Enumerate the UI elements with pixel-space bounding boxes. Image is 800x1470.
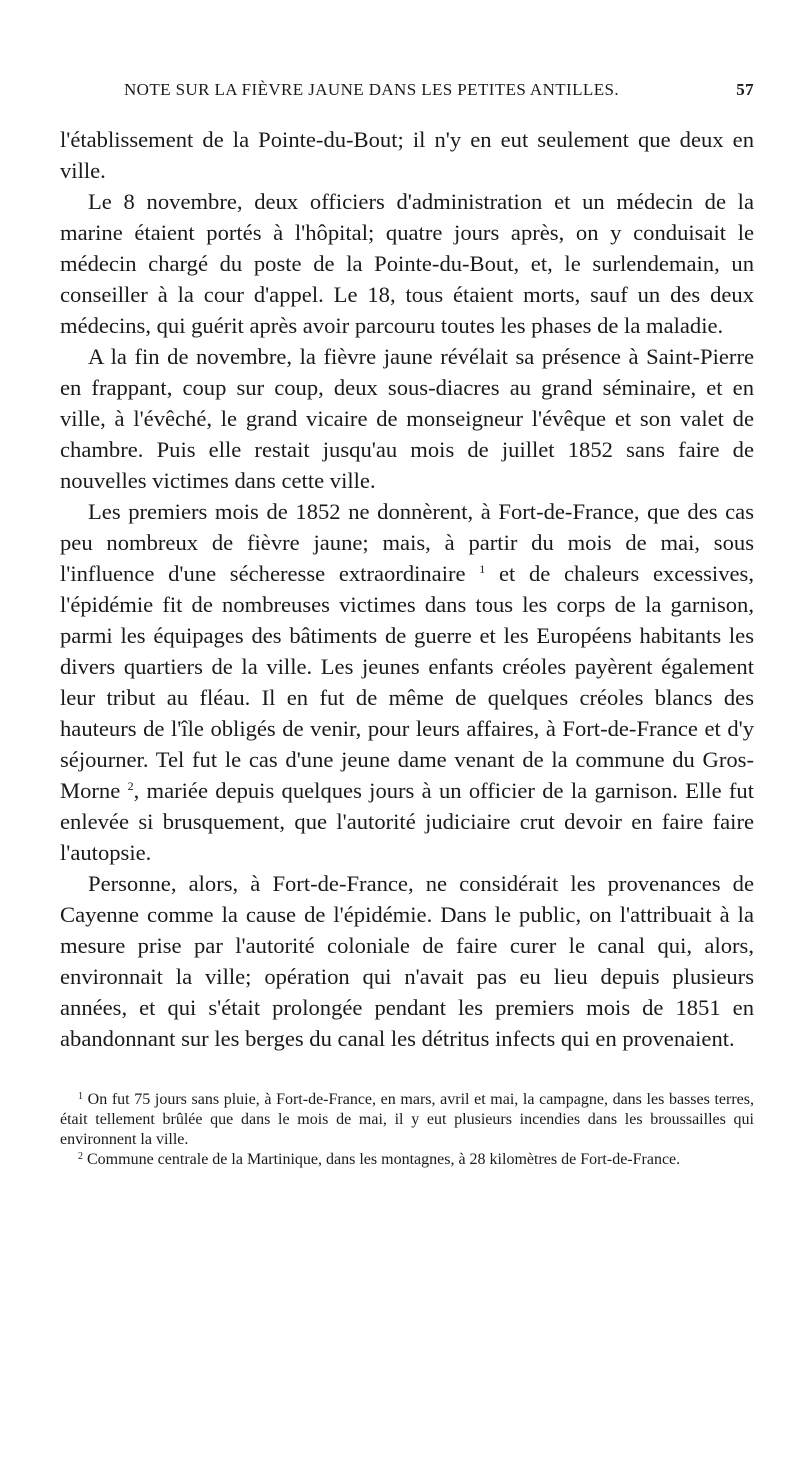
paragraph-november-officers: Le 8 novembre, deux officiers d'administration et un médecin de la marine étaient portés à l'hôpital; quatre jours après, on y conduisait le médecin chargé du poste de la Pointe-du-Bout, et, le surlendemain, un conseiller à la cour d'appel. Le 18, tous étaient morts, sauf un des deux médecins, qui guérit après avoir parcouru toutes les phases de la maladie. bbox=[60, 189, 754, 338]
paragraph-text-part: Les premiers mois de 1852 ne donnèrent, à Fort-de-France, que des cas peu nombreux de fièvre jaune; mais, à partir du mois de mai, sous l'influence d'une sécheresse extraordinaire bbox=[60, 499, 754, 586]
book-page bbox=[60, 80, 754, 1170]
footnote-2 bbox=[60, 1150, 754, 1170]
paragraph-text-part: et de chaleurs excessives, l'épidémie fit de nombreuses victimes dans tous les corps de la garnison, parmi les équipages des bâtiments de guerre et les Européens habitants les divers quartiers de la ville. Les jeunes enfants créoles payèrent également leur tribut au fléau. Il en fut de même de quelques créoles blancs des hauteurs de l'île obligés de venir, pour leurs affaires, à Fort-de-France et d'y séjourner. Tel fut le cas d'une jeune dame venant de la commune du Gros-Morne bbox=[60, 561, 754, 803]
footnote-1 bbox=[60, 1090, 754, 1150]
paragraph-text-part: , mariée depuis quelques jours à un officier de la garnison. Elle fut enlevée si brusquement, que l'autorité judiciaire crut devoir en faire faire l'autopsie. bbox=[60, 778, 754, 865]
body-text bbox=[60, 124, 754, 1054]
paragraph-cayenne: Personne, alors, à Fort-de-France, ne considérait les provenances de Cayenne comme la cause de l'épidémie. Dans le public, on l'attribuait à la mesure prise par l'autorité coloniale de faire curer le canal qui, alors, environnait la ville; opération qui n'avait pas eu lieu depuis plusieurs années, et qui s'était prolongée pendant les premiers mois de 1851 en abandonnant sur les berges du canal les détritus infects qui en provenaient. bbox=[60, 871, 754, 1051]
page-number: 57 bbox=[736, 80, 754, 99]
running-head bbox=[60, 80, 754, 110]
footnote-ref-1: 1 bbox=[479, 562, 486, 576]
footnote-marker: 1 bbox=[78, 1091, 83, 1102]
running-title: NOTE SUR LA FIÈVRE JAUNE DANS LES PETITES ANTILLES. bbox=[124, 80, 619, 99]
footnotes bbox=[60, 1090, 754, 1170]
paragraph-fort-de-france-1852 bbox=[60, 496, 754, 868]
paragraph-saint-pierre: A la fin de novembre, la fièvre jaune révélait sa présence à Saint-Pierre en frappant, coup sur coup, deux sous-diacres au grand séminaire, et en ville, à l'évêché, le grand vicaire de monseigneur l'évêque et son valet de chambre. Puis elle restait jusqu'au mois de juillet 1852 sans faire de nouvelles victimes dans cette ville. bbox=[60, 344, 754, 493]
footnote-ref-2: 2 bbox=[127, 779, 134, 793]
footnote-marker: 2 bbox=[78, 1151, 83, 1162]
footnote-text: Commune centrale de la Martinique, dans les montagnes, à 28 kilomètres de Fort-de-France. bbox=[87, 1151, 681, 1168]
paragraph-continuation: l'établissement de la Pointe-du-Bout; il n'y en eut seulement que deux en ville. bbox=[60, 127, 754, 183]
footnote-text: On fut 75 jours sans pluie, à Fort-de-France, en mars, avril et mai, la campagne, dans les basses terres, était tellement brûlée que dans le mois de mai, il y eut plusieurs incendies dans les broussailles qui environnent la ville. bbox=[60, 1091, 754, 1148]
